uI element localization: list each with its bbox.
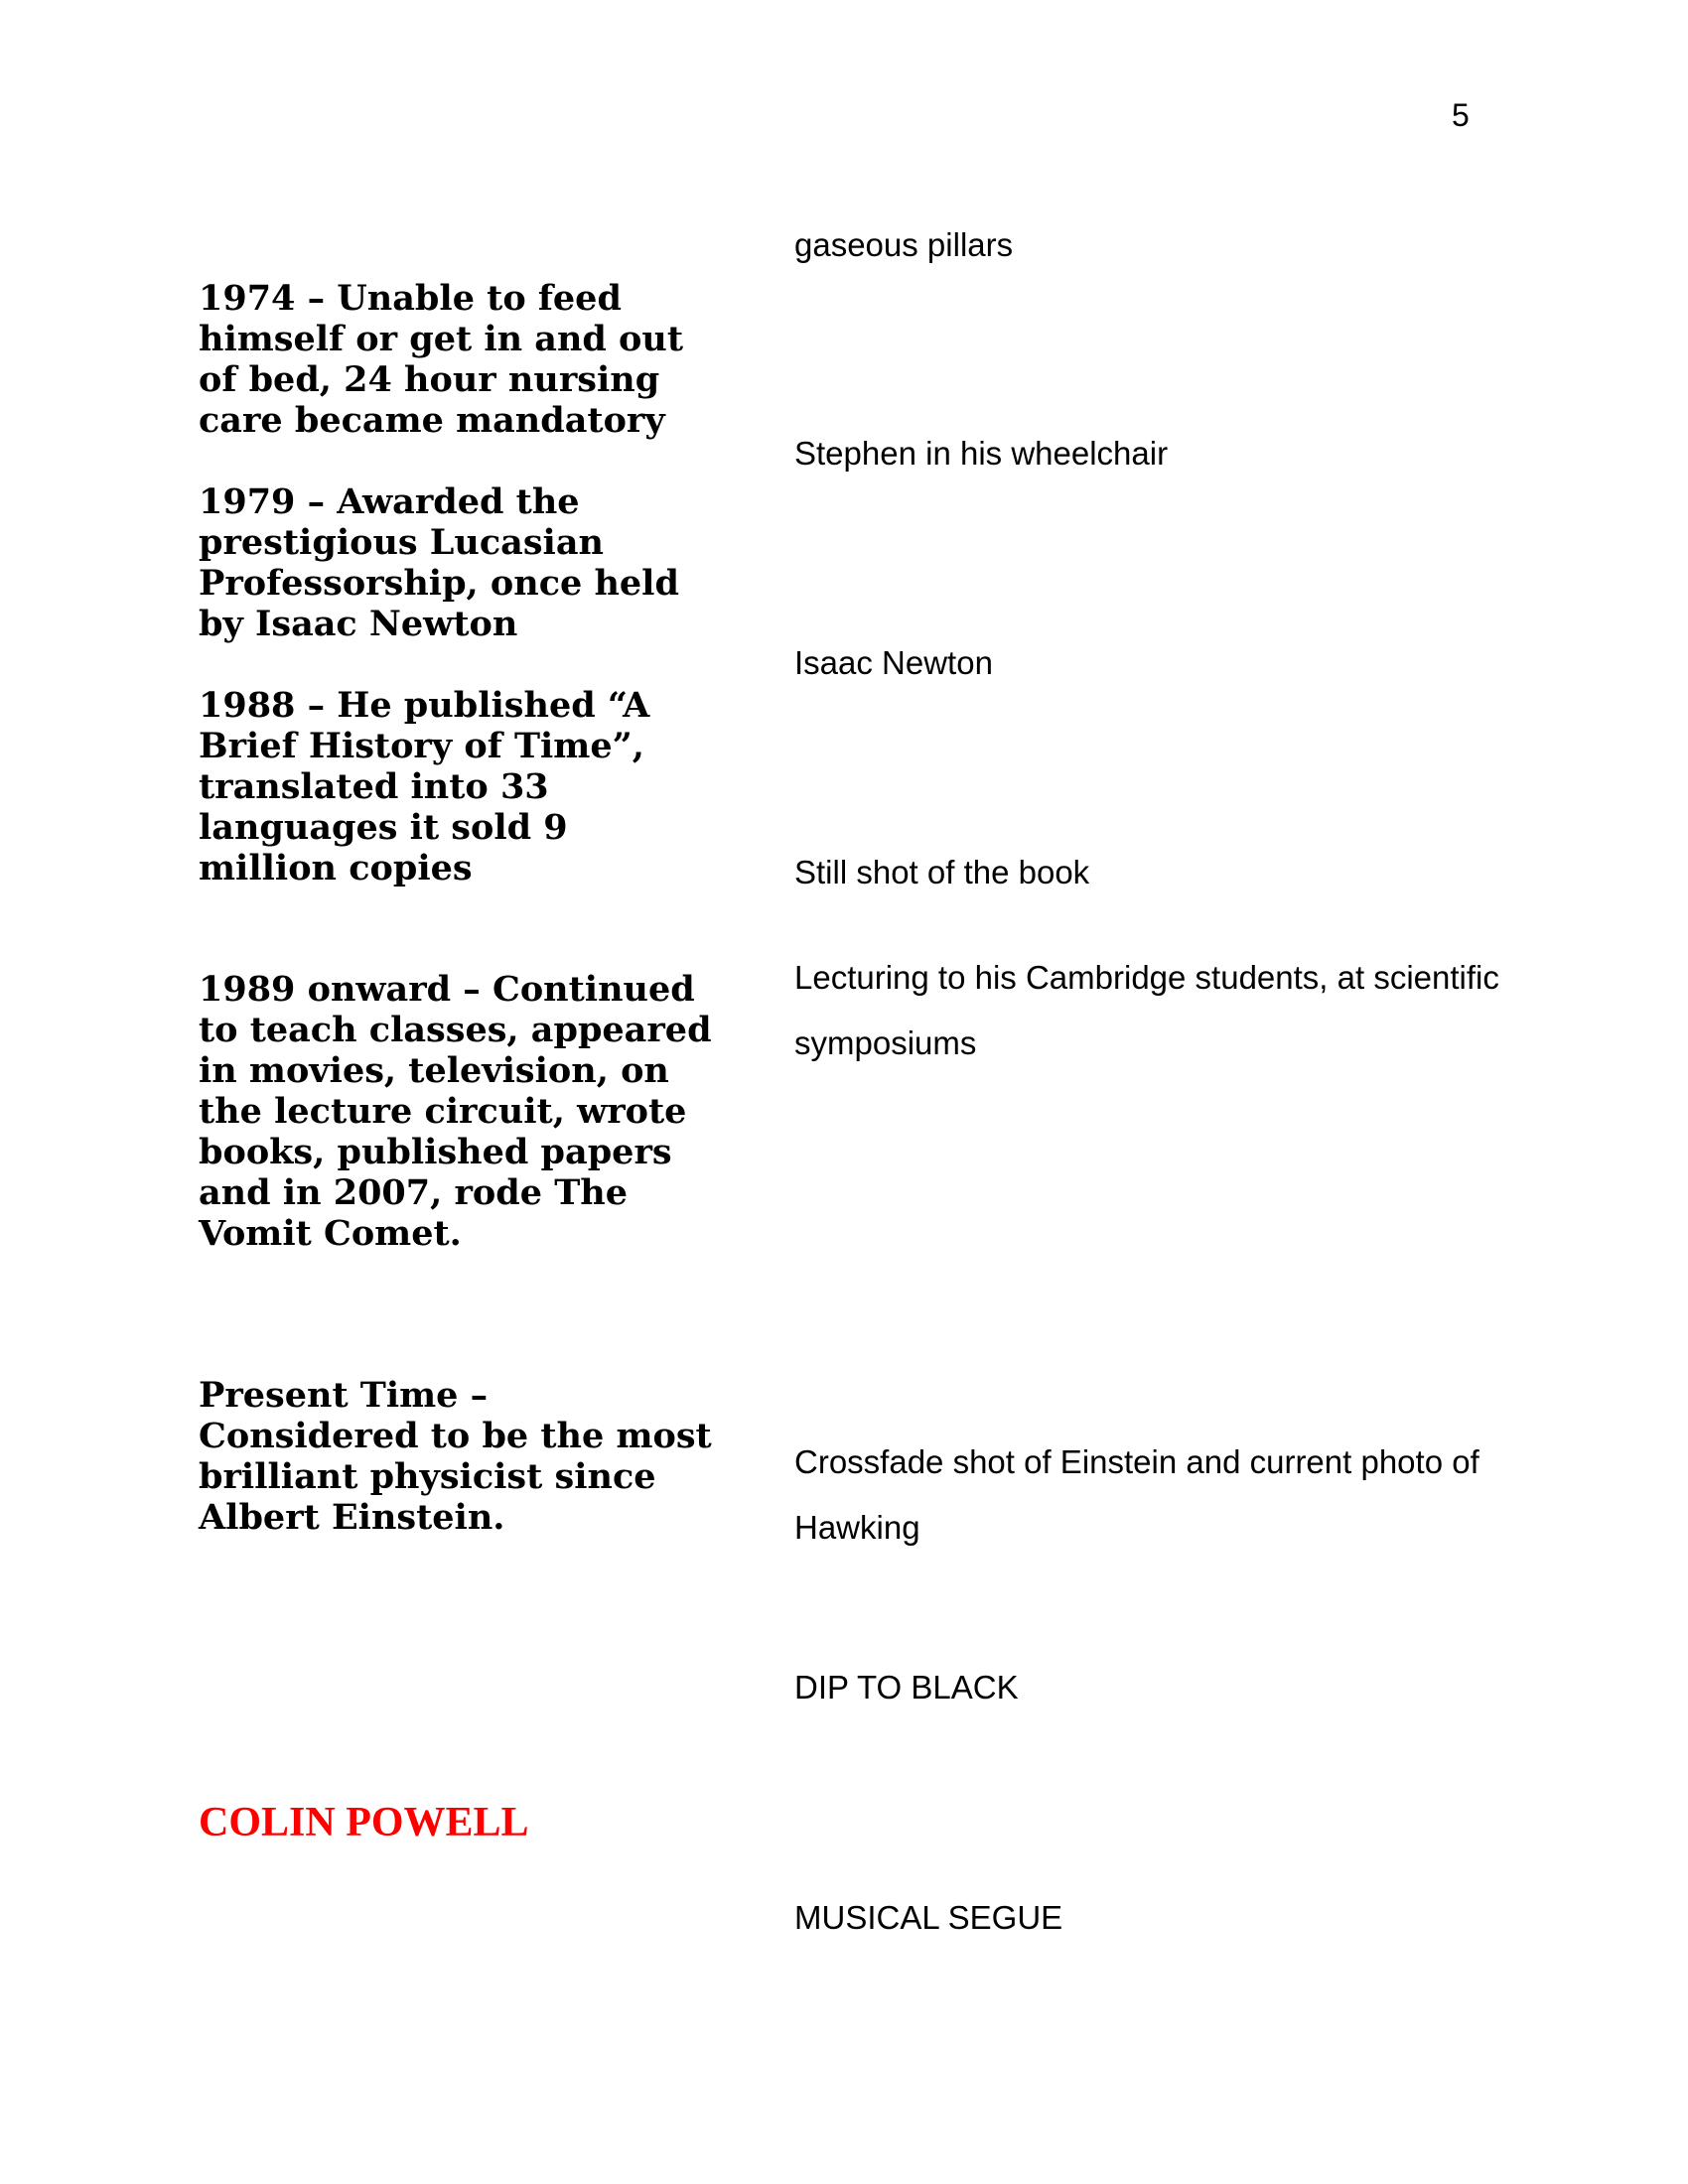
timeline-entry-1988: 1988 – He published “A Brief History of Time”, translated into 33 languages it sold 9 million copies bbox=[199, 685, 650, 888]
segment-title: COLIN POWELL bbox=[199, 1800, 529, 1845]
cue-musical-segue: MUSICAL SEGUE bbox=[794, 1899, 1063, 1936]
timeline-entry-1974: 1974 – Unable to feed himself or get in and out of bed, 24 hour nursing care became mandatory bbox=[199, 278, 684, 441]
timeline-entry-present: Present Time – Considered to be the most brilliant physicist since Albert Einstein. bbox=[199, 1375, 712, 1538]
cue-dip-to-black: DIP TO BLACK bbox=[794, 1669, 1019, 1706]
cue-gaseous-pillars: gaseous pillars bbox=[794, 226, 1014, 263]
page-number: 5 bbox=[1452, 97, 1470, 133]
cue-lecturing: Lecturing to his Cambridge students, at scientific symposiums bbox=[794, 959, 1499, 1061]
cue-crossfade: Crossfade shot of Einstein and current photo of Hawking bbox=[794, 1443, 1479, 1546]
cue-wheelchair: Stephen in his wheelchair bbox=[794, 435, 1169, 472]
timeline-entry-1979: 1979 – Awarded the prestigious Lucasian Professorship, once held by Isaac Newton bbox=[199, 481, 679, 644]
cue-book-still: Still shot of the book bbox=[794, 854, 1090, 890]
timeline-entry-1989: 1989 onward – Continued to teach classes, appeared in movies, television, on the lecture circuit, wrote books, published papers and in 2007, rode The Vomit Comet. bbox=[199, 969, 712, 1254]
cue-isaac-newton: Isaac Newton bbox=[794, 644, 993, 681]
